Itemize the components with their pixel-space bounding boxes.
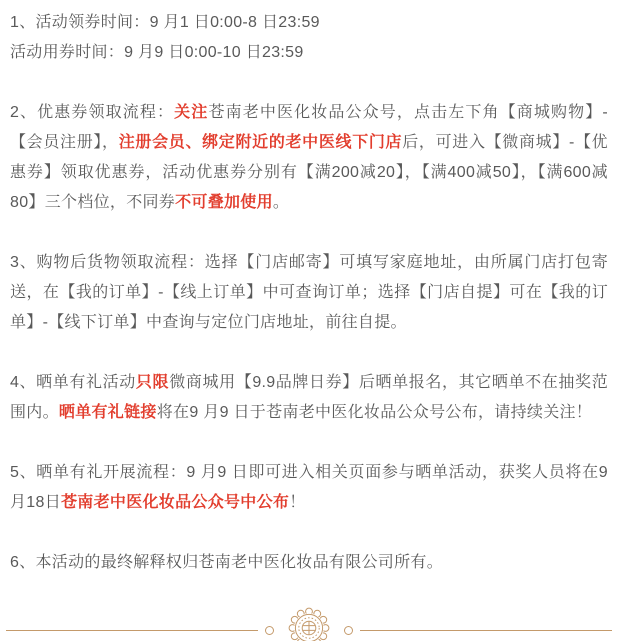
divider-line-left [6, 630, 258, 631]
rule-2-coupon-flow [10, 98, 608, 218]
rule-6-interpretation [10, 548, 608, 578]
text-run: 微商城用【9.9品牌日券】后晒单报名，其它晒单不在抽奖范围内。 [10, 374, 608, 421]
highlighted-text: 关注 [174, 104, 209, 121]
text-run: 5、晒单有礼开展流程：9 月9 日即可进入相关页面参与晒单活动，获奖人员将在9 月18日 [10, 464, 608, 511]
highlighted-text: 不可叠加使用 [175, 194, 273, 211]
mooncake-seal-icon [288, 607, 330, 641]
highlighted-text: 晒单有礼链接 [58, 404, 157, 421]
rule-5-share-order-flow [10, 458, 608, 518]
text-run: 将在9 月9 日于苍南老中医化妆品公众号公布，请持续关注！ [156, 404, 593, 421]
rule-1-use-time [10, 38, 608, 68]
highlighted-text: 只限 [135, 374, 170, 391]
divider-line-right [360, 630, 612, 631]
rule-3-delivery-flow [10, 248, 608, 338]
text-run: 3、购物后货物领取流程：选择【门店邮寄】可填写家庭地址，由所属门店打包寄送，在【我的订单】-【线上订单】中可查询订单；选择【门店自提】可在【我的订单】-【线下订单】中查询与定位门店地址，前往自提。 [10, 254, 608, 331]
divider-dot-right [344, 626, 353, 635]
text-run: 6、本活动的最终解释权归苍南老中医化妆品有限公司所有。 [10, 554, 443, 571]
text-run: 苍南老中医化妆品公众号，点击左下角【商城购物】-【会员注册】， [10, 104, 608, 151]
text-run: 后，可进入【微商城】-【优惠券】领取优惠券，活动优惠券分别有【满200减20】，【满400减50】，【满600减80】三个档位，不同券 [10, 134, 608, 211]
text-run: 活动用券时间：9 月9 日0:00-10 日23:59 [10, 44, 304, 61]
text-run: 1、活动领券时间：9 月1 日0:00-8 日23:59 [10, 14, 320, 31]
text-run: 4、晒单有礼活动 [10, 374, 136, 391]
divider-dot-left [265, 626, 274, 635]
text-run: ！ [289, 494, 306, 511]
highlighted-text: 注册会员、绑定附近的老中医线下门店 [118, 134, 403, 151]
rule-4-share-order [10, 368, 608, 428]
highlighted-text: 苍南老中医化妆品公众号中公布 [61, 494, 290, 511]
rule-1-claim-time [10, 8, 608, 38]
text-run: 2、优惠券领取流程： [10, 104, 175, 121]
footer-divider [0, 608, 618, 641]
text-run: 。 [272, 194, 290, 211]
